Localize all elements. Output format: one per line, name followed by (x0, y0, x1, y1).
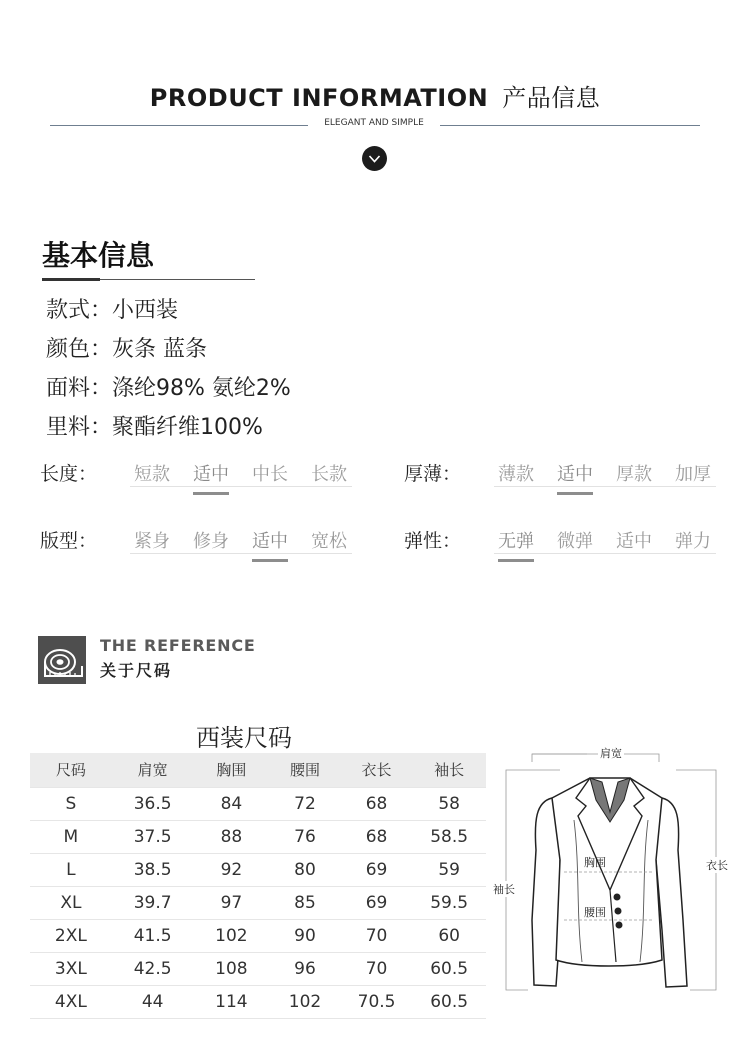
table-row (30, 952, 486, 985)
chest-label: 胸围 (584, 856, 606, 869)
table-cell: 80 (269, 853, 341, 886)
table-cell: 39.7 (112, 886, 194, 919)
info-label: 面料： (46, 376, 113, 401)
table-cell: 60.5 (412, 985, 486, 1018)
table-cell: L (30, 853, 112, 886)
elasticity-option: 适中 (616, 531, 652, 552)
table-cell: 41.5 (112, 919, 194, 952)
info-value: 聚酯纤维100% (112, 415, 263, 440)
table-cell: 69 (341, 853, 413, 886)
table-cell: 59.5 (412, 886, 486, 919)
elasticity-option: 弹力 (675, 531, 711, 552)
basic-info-underline (42, 279, 255, 280)
fit-option: 修身 (193, 531, 229, 552)
table-cell: 102 (194, 919, 270, 952)
table-cell: XL (30, 886, 112, 919)
info-label: 颜色： (46, 337, 113, 362)
table-cell: S (30, 787, 112, 820)
table-cell: 92 (194, 853, 270, 886)
table-row (30, 787, 486, 820)
chevron-down-icon (362, 146, 387, 171)
table-cell: 36.5 (112, 787, 194, 820)
length-option: 中长 (252, 464, 288, 485)
table-cell: 84 (194, 787, 270, 820)
elasticity-option: 微弹 (557, 531, 593, 552)
info-value: 涤纶98% 氨纶2% (112, 376, 291, 401)
table-cell: 70 (341, 952, 413, 985)
info-row-lining (46, 410, 263, 441)
table-cell: 72 (269, 787, 341, 820)
table-row (30, 853, 486, 886)
table-cell: 60.5 (412, 952, 486, 985)
jacket-measurement-diagram (490, 740, 740, 1000)
basic-info-title: 基本信息 (42, 239, 155, 272)
header-divider-left (50, 125, 308, 126)
product-info-title-zh: 产品信息 (502, 84, 601, 112)
info-label: 款式： (46, 298, 113, 323)
table-cell: 70.5 (341, 985, 413, 1018)
table-cell: 44 (112, 985, 194, 1018)
table-cell: 85 (269, 886, 341, 919)
table-header-cell: 袖长 (412, 753, 486, 787)
table-cell: 88 (194, 820, 270, 853)
info-row-color (46, 332, 207, 363)
table-cell: 38.5 (112, 853, 194, 886)
table-row (30, 985, 486, 1018)
table-cell: 102 (269, 985, 341, 1018)
length-baseline (130, 486, 352, 487)
table-cell: 42.5 (112, 952, 194, 985)
length-label-diagram: 衣长 (706, 859, 728, 872)
table-header-cell: 肩宽 (112, 753, 194, 787)
fit-option-selected: 适中 (247, 527, 293, 553)
thickness-option: 厚款 (616, 464, 652, 485)
shoulder-label: 肩宽 (600, 747, 622, 760)
tape-measure-icon (38, 636, 86, 684)
table-cell: 69 (341, 886, 413, 919)
fit-option: 宽松 (311, 531, 347, 552)
length-option-selected: 适中 (188, 460, 234, 486)
table-cell: 3XL (30, 952, 112, 985)
table-cell: 76 (269, 820, 341, 853)
header-subtitle: ELEGANT AND SIMPLE (324, 118, 424, 128)
table-cell: 59 (412, 853, 486, 886)
sleeve-label: 袖长 (493, 883, 515, 896)
table-cell: 2XL (30, 919, 112, 952)
info-value: 灰条 蓝条 (112, 337, 208, 362)
table-cell: M (30, 820, 112, 853)
elasticity-option-selected: 无弹 (493, 527, 539, 553)
table-cell: 96 (269, 952, 341, 985)
table-cell: 90 (269, 919, 341, 952)
table-header-cell: 胸围 (194, 753, 270, 787)
thickness-option-selected: 适中 (552, 460, 598, 486)
table-header-cell: 腰围 (269, 753, 341, 787)
thickness-option: 加厚 (675, 464, 711, 485)
thickness-baseline (494, 486, 716, 487)
table-cell: 4XL (30, 985, 112, 1018)
table-cell: 60 (412, 919, 486, 952)
size-table-title: 西装尺码 (196, 724, 292, 752)
table-cell: 68 (341, 820, 413, 853)
waist-label: 腰围 (584, 906, 606, 919)
length-option: 短款 (134, 464, 170, 485)
length-option: 长款 (311, 464, 347, 485)
table-header-cell: 尺码 (30, 753, 112, 787)
elasticity-label: 弹性： (404, 530, 462, 552)
header-divider-right (440, 125, 700, 126)
table-row (30, 919, 486, 952)
thickness-label: 厚薄： (404, 463, 462, 485)
table-cell: 108 (194, 952, 270, 985)
fit-label: 版型： (40, 530, 98, 552)
table-cell: 37.5 (112, 820, 194, 853)
table-cell: 97 (194, 886, 270, 919)
product-info-title-en: PRODUCT INFORMATION (149, 84, 489, 112)
table-header-cell: 衣长 (341, 753, 413, 787)
table-cell: 58 (412, 787, 486, 820)
thickness-option: 薄款 (498, 464, 534, 485)
table-cell: 70 (341, 919, 413, 952)
size-table (30, 753, 486, 1019)
fit-baseline (130, 553, 352, 554)
table-row (30, 886, 486, 919)
product-info-title (0, 78, 750, 113)
table-row (30, 820, 486, 853)
elasticity-baseline (494, 553, 716, 554)
jacket-icon (490, 740, 740, 1000)
table-header-row (30, 753, 486, 787)
table-cell: 58.5 (412, 820, 486, 853)
info-label: 里料： (46, 415, 113, 440)
info-row-style (46, 293, 178, 324)
table-cell: 68 (341, 787, 413, 820)
reference-title-en: THE REFERENCE (100, 636, 256, 655)
fit-option: 紧身 (134, 531, 170, 552)
info-value: 小西装 (112, 298, 179, 323)
length-label: 长度： (40, 463, 98, 485)
info-row-fabric (46, 371, 291, 402)
table-cell: 114 (194, 985, 270, 1018)
reference-title-zh: 关于尺码 (100, 661, 173, 680)
